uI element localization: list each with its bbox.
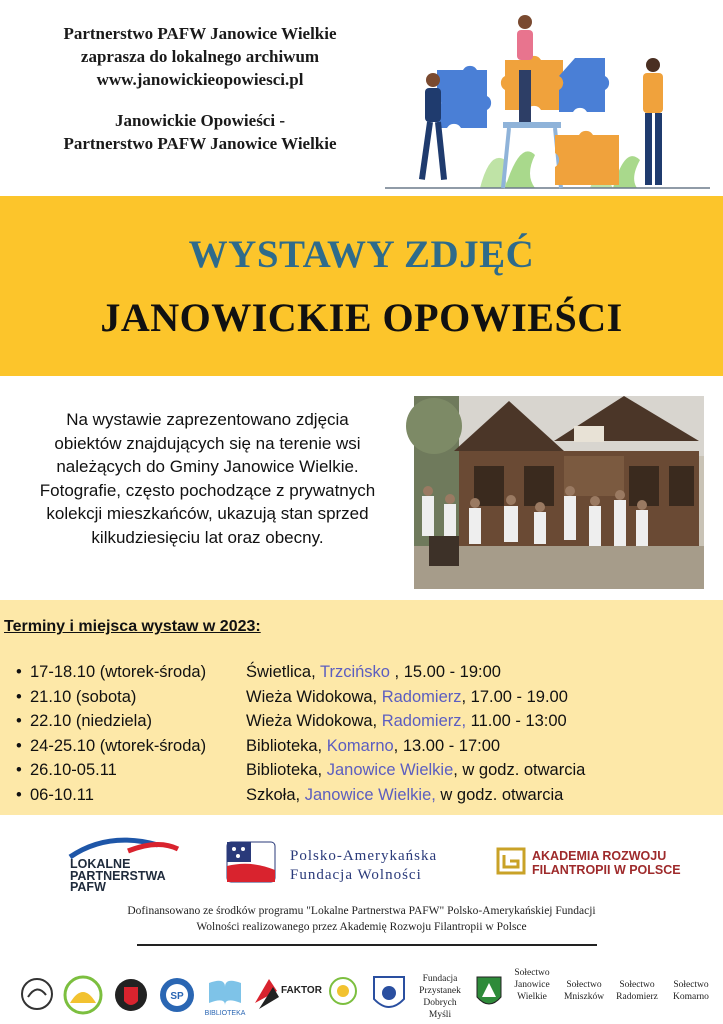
schedule-venue: Wieża Widokowa, (246, 712, 382, 730)
org-line: Mniszków (563, 992, 605, 1002)
schedule-place (246, 688, 568, 707)
schedule-venue: Biblioteka, (246, 761, 327, 779)
header-text (0, 22, 400, 155)
schedule-section (0, 600, 723, 815)
org-line: Radomierz (616, 992, 658, 1002)
partner-logos (0, 968, 723, 1023)
lp-line: LOKALNE (70, 857, 131, 871)
schedule-date: 24-25.10 (wtorek-środa) (30, 736, 207, 755)
gmina-logo-icon (60, 973, 106, 1017)
divider (137, 944, 597, 946)
schedule-location: Radomierz, (381, 712, 467, 730)
intro-text (0, 408, 415, 550)
coat-of-arms-icon (474, 973, 504, 1013)
schedule-venue: Świetlica, (246, 663, 320, 681)
bullet-icon: • (16, 663, 22, 681)
bullet-icon: • (16, 761, 22, 779)
org-line: Wielkie (517, 992, 547, 1002)
org-line: Przystanek (419, 986, 461, 996)
intro-line: Na wystawie zaprezentowano zdjęcia (66, 410, 349, 429)
biblioteka-label: BIBLIOTEKA (204, 1010, 246, 1017)
schedule-location: Radomierz (381, 687, 462, 706)
pafw-line: Polsko-Amerykańska (290, 848, 438, 864)
schedule-place (246, 663, 501, 682)
schedule-item (0, 786, 723, 811)
svg-text:SP: SP (170, 991, 184, 1002)
lokalne-partnerstwa-text (70, 859, 166, 894)
schedule-date: 26.10-05.11 (30, 761, 117, 779)
bullet-icon: • (16, 736, 22, 755)
schedule-place (246, 786, 563, 805)
schedule-item (0, 663, 723, 688)
funding-line: Wolności realizowanego przez Akademię Rozwoju Filantropii w Polsce (196, 921, 527, 933)
schedule-place (246, 761, 585, 780)
org-line: Komarno (673, 992, 709, 1002)
solectwo-mniszkow-text (560, 979, 608, 1003)
schedule-time: , 13.00 - 17:00 (393, 736, 501, 755)
schedule-date: 22.10 (niedziela) (30, 712, 152, 730)
schedule-location: Janowice Wielkie (326, 761, 454, 779)
schedule-venue: Szkoła, (246, 785, 305, 804)
bullet-icon: • (16, 687, 22, 706)
library-logo-icon (203, 973, 247, 1017)
schedule-place (246, 712, 567, 731)
schedule-date: 21.10 (sobota) (30, 687, 137, 706)
puzzle-team-illustration (385, 10, 710, 192)
intro-line: należących do Gminy Janowice Wielkie. (56, 457, 359, 477)
bullet-icon: • (16, 712, 22, 730)
organization-logo-icon (20, 973, 54, 1015)
schedule-time: w godz. otwarcia (435, 785, 564, 804)
funding-note (60, 903, 663, 935)
schedule-place (246, 737, 500, 756)
funding-line: Dofinansowano ze środków programu "Lokalne Partnerstwa PAFW" Polsko-Amerykańskiej Fundacji (127, 905, 596, 917)
schedule-date: 17-18.10 (wtorek-środa) (30, 663, 207, 681)
lp-line: PAFW (70, 880, 106, 894)
schedule-title: Terminy i miejsca wystaw w 2023: (4, 618, 261, 635)
faktor-label: FAKTOR (281, 985, 322, 996)
schedule-venue: Wieża Widokowa, (246, 687, 382, 706)
header-subline: Janowickie Opowieści - (115, 111, 285, 130)
intro-line: Fotografie, często pochodzące z prywatnych (39, 480, 376, 500)
group-photo (414, 396, 704, 589)
fundacja-text (412, 973, 468, 1021)
header-line: zaprasza do lokalnego archiwum (80, 47, 320, 66)
schedule-location: Janowice Wielkie, (304, 785, 436, 804)
schedule-item (0, 761, 723, 786)
school-logo-icon (157, 973, 197, 1017)
intro-section (0, 376, 723, 600)
banner-title: WYSTAWY ZDJĘĆ (188, 233, 535, 276)
schedule-time: , 15.00 - 19:00 (389, 663, 501, 681)
title-banner (0, 196, 723, 376)
lp-line: PARTNERSTWA (70, 868, 166, 883)
intro-line: kilkudziesięciu lat oraz obecny. (91, 527, 324, 547)
org-line: Janowice (514, 980, 550, 990)
header (0, 0, 723, 196)
sponsors-section (0, 815, 723, 1024)
pafw-text (290, 847, 437, 885)
org-line: Sołectwo (566, 980, 602, 990)
schedule-location: Trzcińsko (319, 663, 390, 681)
association-logo-icon (322, 973, 364, 1015)
schedule-location: Komarno (326, 736, 394, 755)
schedule-time: 11.00 - 13:00 (466, 712, 567, 730)
header-subline: Partnerstwo PAFW Janowice Wielkie (63, 134, 337, 153)
org-line: Sołectwo (619, 980, 655, 990)
bullet-icon: • (16, 785, 22, 804)
website-link[interactable]: www.janowickieopowiesci.pl (96, 70, 304, 89)
schedule-item (0, 737, 723, 762)
schedule-time: , w godz. otwarcia (453, 761, 586, 779)
pafw-line: Fundacja Wolności (290, 867, 422, 883)
faktor-logo-icon (253, 973, 322, 1013)
pafw-flag-icon (225, 840, 277, 884)
org-line: Dobrych Myśli (423, 998, 457, 1020)
schedule-time: , 17.00 - 19.00 (461, 687, 568, 706)
schedule-item (0, 688, 723, 713)
akademia-logo-icon (496, 847, 526, 875)
solectwo-radomierz-text (612, 979, 662, 1003)
solectwo-komarno-text (665, 979, 717, 1003)
intro-line: obiektów znajdujących się na terenie wsi (54, 433, 361, 453)
schedule-item (0, 712, 723, 737)
solectwo-janowice-text (508, 967, 556, 1003)
header-line: Partnerstwo PAFW Janowice Wielkie (63, 24, 337, 43)
crest-logo-icon (114, 973, 148, 1017)
org-line: Sołectwo (514, 968, 550, 978)
akademia-text (532, 849, 681, 877)
org-line: Fundacja (422, 974, 458, 984)
org-line: Sołectwo (673, 980, 709, 990)
schedule-venue: Biblioteka, (246, 736, 327, 755)
schedule-date: 06-10.11 (30, 785, 94, 804)
banner-subtitle: JANOWICKIE OPOWIEŚCI (100, 295, 623, 340)
intro-line: kolekcji mieszkańców, ukazują stan sprzed (46, 504, 369, 524)
club-logo-icon (370, 973, 408, 1017)
akademia-line: FILANTROPII W POLSCE (532, 863, 681, 877)
schedule-list (0, 663, 723, 810)
akademia-line: AKADEMIA ROZWOJU (532, 849, 667, 863)
